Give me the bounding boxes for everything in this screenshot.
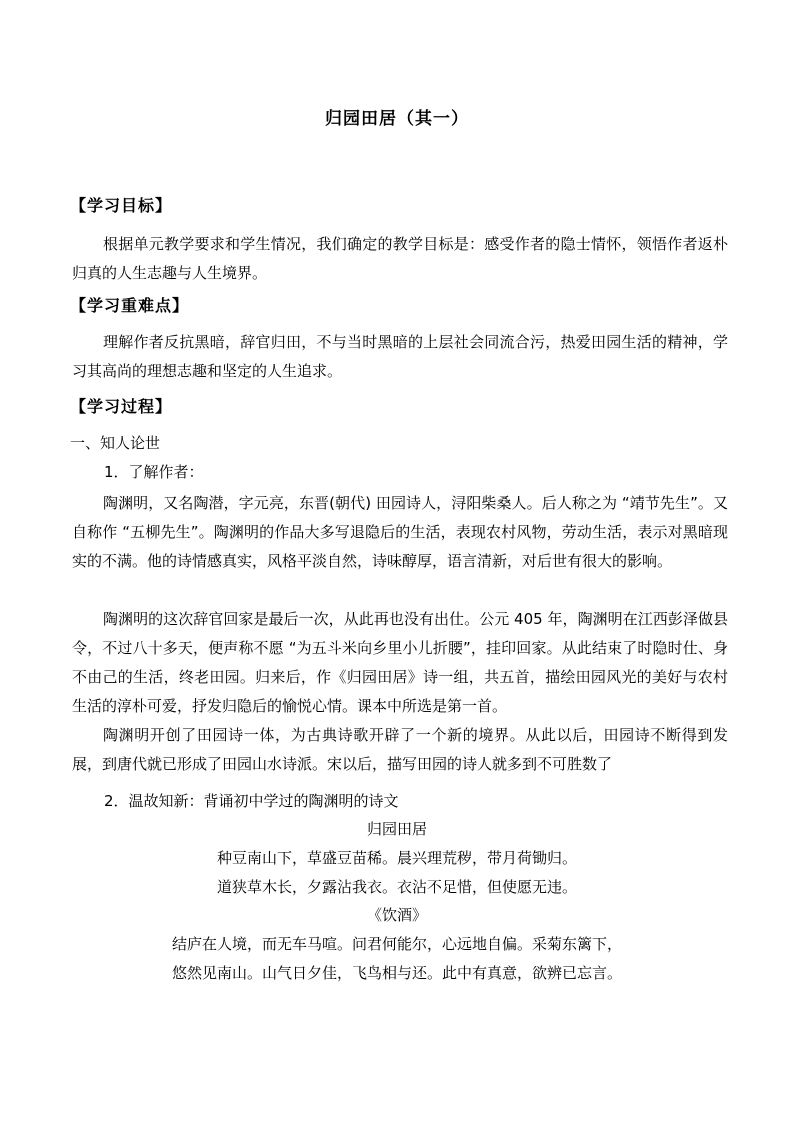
item-author: 1．了解作者：	[104, 463, 204, 481]
section-heading-knowing: 一、知人论世	[70, 434, 161, 452]
goal-heading: 【学习目标】	[70, 196, 173, 215]
poem-title-guiyuantianju: 归园田居	[366, 820, 427, 838]
poem-line: 种豆南山下，草盛豆苗稀。晨兴理荒秽，带月荷锄归。	[216, 849, 577, 867]
document-title: 归园田居（其一）	[325, 109, 469, 129]
poem-line: 结庐在人境，而无车马喧。问君何能尔，心远地自偏。采菊东篱下，	[171, 935, 622, 953]
author-paragraph-1: 陶渊明，又名陶潜，字元亮，东晋(朝代) 田园诗人，浔阳柴桑人。后人称之为 “靖节先生”。又自称作 “五柳先生”。陶渊明的作品大多写退隐后的生活，表现农村风物，劳动生活，表示对黑暗现实的不满。他的诗情感真实，风格平淡自然，诗味醇厚，语言清新，对后世有很大的影响。	[72, 494, 728, 570]
difficulty-heading: 【学习重难点】	[70, 296, 190, 315]
poem-title-yinjiu: 《饮酒》	[366, 906, 427, 924]
item-review: 2．温故知新：背诵初中学过的陶渊明的诗文	[104, 792, 399, 810]
poem-line: 道狭草木长，夕露沾我衣。衣沾不足惜，但使愿无违。	[216, 878, 577, 896]
author-paragraph-2: 陶渊明的这次辞官回家是最后一次，从此再也没有出仕。公元 405 年，陶渊明在江西彭泽做县令，不过八十多天，便声称不愿 “为五斗米向乡里小儿折腰”，挂印回家。从此结束了时隐时仕、身不由己的生活，终老田园。归来后，作《归园田居》诗一组，共五首，描绘田园风光的美好与农村生活的淳朴可爱，抒发归隐后的愉悦心情。课本中所选是第一首。	[72, 610, 728, 715]
goal-paragraph: 根据单元教学要求和学生情况，我们确定的教学目标是：感受作者的隐士情怀，领悟作者返朴归真的人生志趣与人生境界。	[72, 235, 728, 282]
author-paragraph-3: 陶渊明开创了田园诗一体，为古典诗歌开辟了一个新的境界。从此以后，田园诗不断得到发展，到唐代就已形成了田园山水诗派。宋以后，描写田园的诗人就多到不可胜数了	[72, 726, 728, 773]
difficulty-paragraph: 理解作者反抗黑暗，辞官归田，不与当时黑暗的上层社会同流合污，热爱田园生活的精神，学习其高尚的理想志趣和坚定的人生追求。	[72, 333, 728, 380]
poem-line: 悠然见南山。山气日夕佳，飞鸟相与还。此中有真意，欲辨已忘言。	[171, 964, 622, 982]
process-heading: 【学习过程】	[70, 397, 173, 416]
